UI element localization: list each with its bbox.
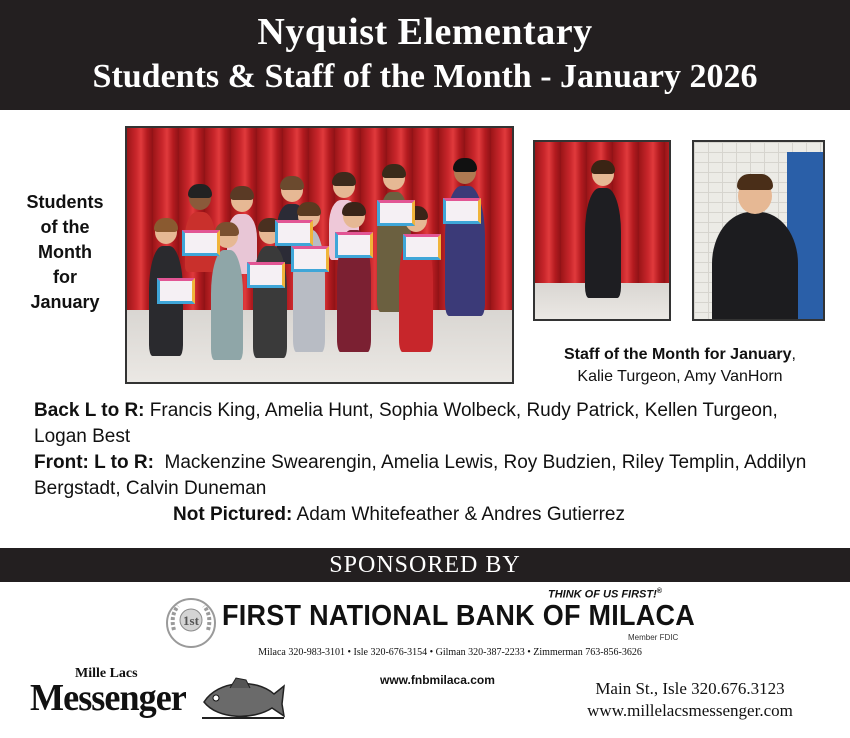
messenger-website: www.millelacsmessenger.com bbox=[587, 701, 793, 720]
staff-photo-turgeon bbox=[533, 140, 671, 321]
students-label-line: January bbox=[30, 292, 100, 312]
front-row-label: Front: L to R: bbox=[34, 452, 154, 473]
front-row-names bbox=[34, 450, 834, 502]
walleye-fish-icon bbox=[200, 674, 286, 722]
bank-seal-text: 1st bbox=[183, 613, 199, 628]
back-row-label: Back L to R: bbox=[34, 400, 145, 421]
students-label-line: for bbox=[53, 267, 77, 287]
back-row-text: Francis King, Amelia Hunt, Sophia Wolbeck, Rudy Patrick, Kellen Turgeon, Logan Best bbox=[34, 400, 778, 447]
page-subtitle: Students & Staff of the Month - January 2026 bbox=[92, 58, 758, 95]
certificate bbox=[335, 232, 373, 258]
header-banner bbox=[0, 0, 850, 110]
not-pictured bbox=[34, 502, 834, 528]
students-group-photo bbox=[125, 126, 514, 384]
students-label bbox=[12, 190, 118, 315]
staff-photo-vanhorn bbox=[692, 140, 825, 321]
staff-caption bbox=[520, 344, 840, 388]
certificate bbox=[377, 200, 415, 226]
messenger-logo-small: Mille Lacs bbox=[75, 666, 138, 681]
back-row-names bbox=[34, 398, 834, 450]
certificate bbox=[247, 262, 285, 288]
staff-figure bbox=[585, 188, 621, 298]
certificate bbox=[275, 220, 313, 246]
not-pictured-label: Not Pictured: bbox=[173, 504, 293, 525]
certificate bbox=[182, 230, 220, 256]
front-row-text: Mackenzine Swearengin, Amelia Lewis, Roy Budzien, Riley Templin, Addilyn Bergstadt, Calvin Duneman bbox=[34, 452, 807, 499]
staff-names: Kalie Turgeon, Amy VanHorn bbox=[577, 368, 783, 385]
messenger-contact bbox=[570, 678, 810, 722]
messenger-logo-big: Messenger bbox=[30, 677, 186, 719]
bank-seal-icon bbox=[164, 596, 218, 650]
bank-member-fdic: Member FDIC bbox=[628, 633, 679, 642]
students-label-line: of the bbox=[40, 217, 90, 237]
bank-phone-numbers: Milaca 320-983-3101 • Isle 320-676-3154 • Gilman 320-387-2233 • Zimmerman 763-856-3626 bbox=[258, 647, 642, 658]
students-label-line: Students bbox=[26, 192, 104, 212]
not-pictured-text: Adam Whitefeather & Andres Gutierrez bbox=[296, 504, 625, 525]
sponsored-by-bar: SPONSORED BY bbox=[0, 548, 850, 582]
messenger-address: Main St., Isle 320.676.3123 bbox=[595, 679, 785, 698]
school-title: Nyquist Elementary bbox=[257, 11, 593, 53]
certificate bbox=[291, 246, 329, 272]
student-names bbox=[34, 398, 834, 528]
staff-figure bbox=[712, 212, 798, 321]
bank-name: FIRST NATIONAL BANK OF MILACA bbox=[222, 600, 696, 632]
bank-slogan-text: THINK OF US FIRST! bbox=[548, 588, 657, 601]
bank-slogan bbox=[548, 588, 662, 601]
staff-caption-comma: , bbox=[791, 346, 796, 363]
certificate bbox=[157, 278, 195, 304]
student-figure bbox=[211, 250, 243, 360]
students-label-line: Month bbox=[38, 242, 92, 262]
bank-website: www.fnbmilaca.com bbox=[380, 673, 495, 687]
certificate bbox=[403, 234, 441, 260]
staff-caption-heading: Staff of the Month for January bbox=[563, 346, 792, 363]
certificate bbox=[443, 198, 481, 224]
registered-mark: ® bbox=[656, 588, 662, 595]
